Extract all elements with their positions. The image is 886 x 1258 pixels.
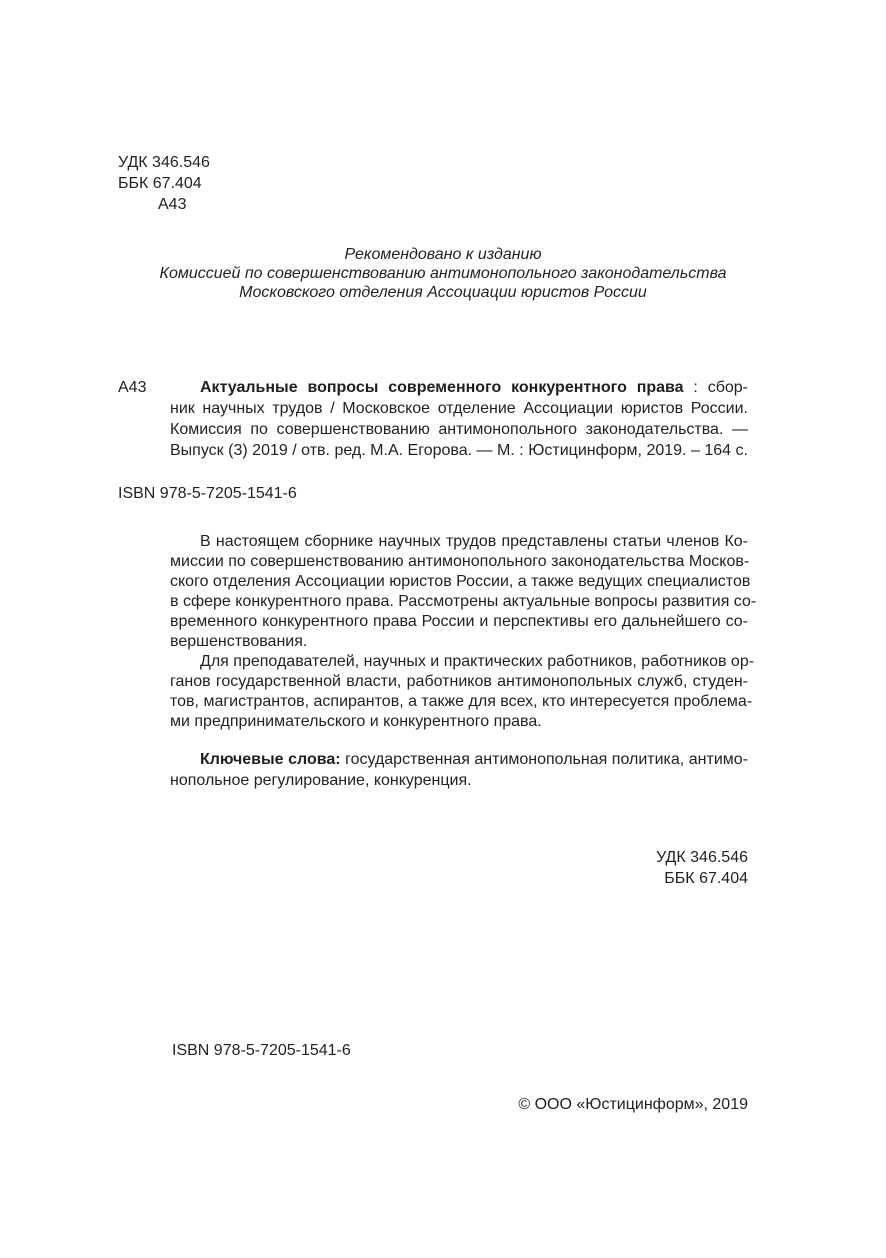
udk-code-bottom: УДК 346.546 [656,849,748,866]
udk-code: УДК 346.546 [118,154,210,171]
bib-line-rest: : сбор- [683,379,749,396]
bib-line [200,378,748,398]
bib-title: Актуальные вопросы современного конкурентного права [200,379,684,396]
isbn-bottom: ISBN 978-5-7205-1541-6 [172,1042,351,1059]
bbk-code-bottom: ББК 67.404 [664,870,748,887]
abstract-line: вершенствования. [170,633,308,650]
abstract-line: Для преподавателей, научных и практических работников, работников ор- [200,653,755,670]
abstract-line: тов, магистрантов, аспирантов, а также для всех, кто интересуется проблема- [170,693,753,710]
abstract-line: временного конкурентного права России и перспективы его дальнейшего со- [170,613,748,630]
keywords-text: государственная антимонопольная политика, антимо- [340,751,748,768]
abstract-line: ского отделения Ассоциации юристов России, а также ведущих специалистов [170,573,751,590]
copyright: © ООО «Юстицинформ», 2019 [518,1096,748,1113]
author-mark: А43 [158,196,187,213]
bib-line: ник научных трудов / Московское отделение Ассоциации юристов России. [170,400,748,417]
keywords-line: нопольное регулирование, конкуренция. [170,772,472,789]
isbn: ISBN 978-5-7205-1541-6 [118,485,297,502]
recommendation-line: Комиссией по совершенствованию антимонопольного законодательства [159,265,727,282]
abstract-line: В настоящем сборнике научных трудов представлены статьи членов Ко- [200,533,748,550]
bib-line: Выпуск (3) 2019 / отв. ред. М.А. Егорова. — М. : Юстицинформ, 2019. – 164 с. [170,442,748,459]
abstract-line: в сфере конкурентного права. Рассмотрены актуальные вопросы развития со- [170,593,757,610]
keywords-line [200,750,748,770]
bbk-code: ББК 67.404 [118,175,202,192]
abstract-line: ганов государственной власти, работников антимонопольных служб, студен- [170,673,748,690]
abstract-line: миссии по совершенствованию антимонопольного законодательства Москов- [170,553,750,570]
keywords-label: Ключевые слова: [200,751,341,768]
bib-line: Комиссия по совершенствованию антимонопольного законодательства. — [170,421,748,438]
recommendation-line: Рекомендовано к изданию [344,246,542,263]
bib-author-mark: А43 [118,379,147,396]
abstract-line: ми предпринимательского и конкурентного права. [170,713,542,730]
recommendation-line: Московского отделения Ассоциации юристов России [239,284,647,301]
